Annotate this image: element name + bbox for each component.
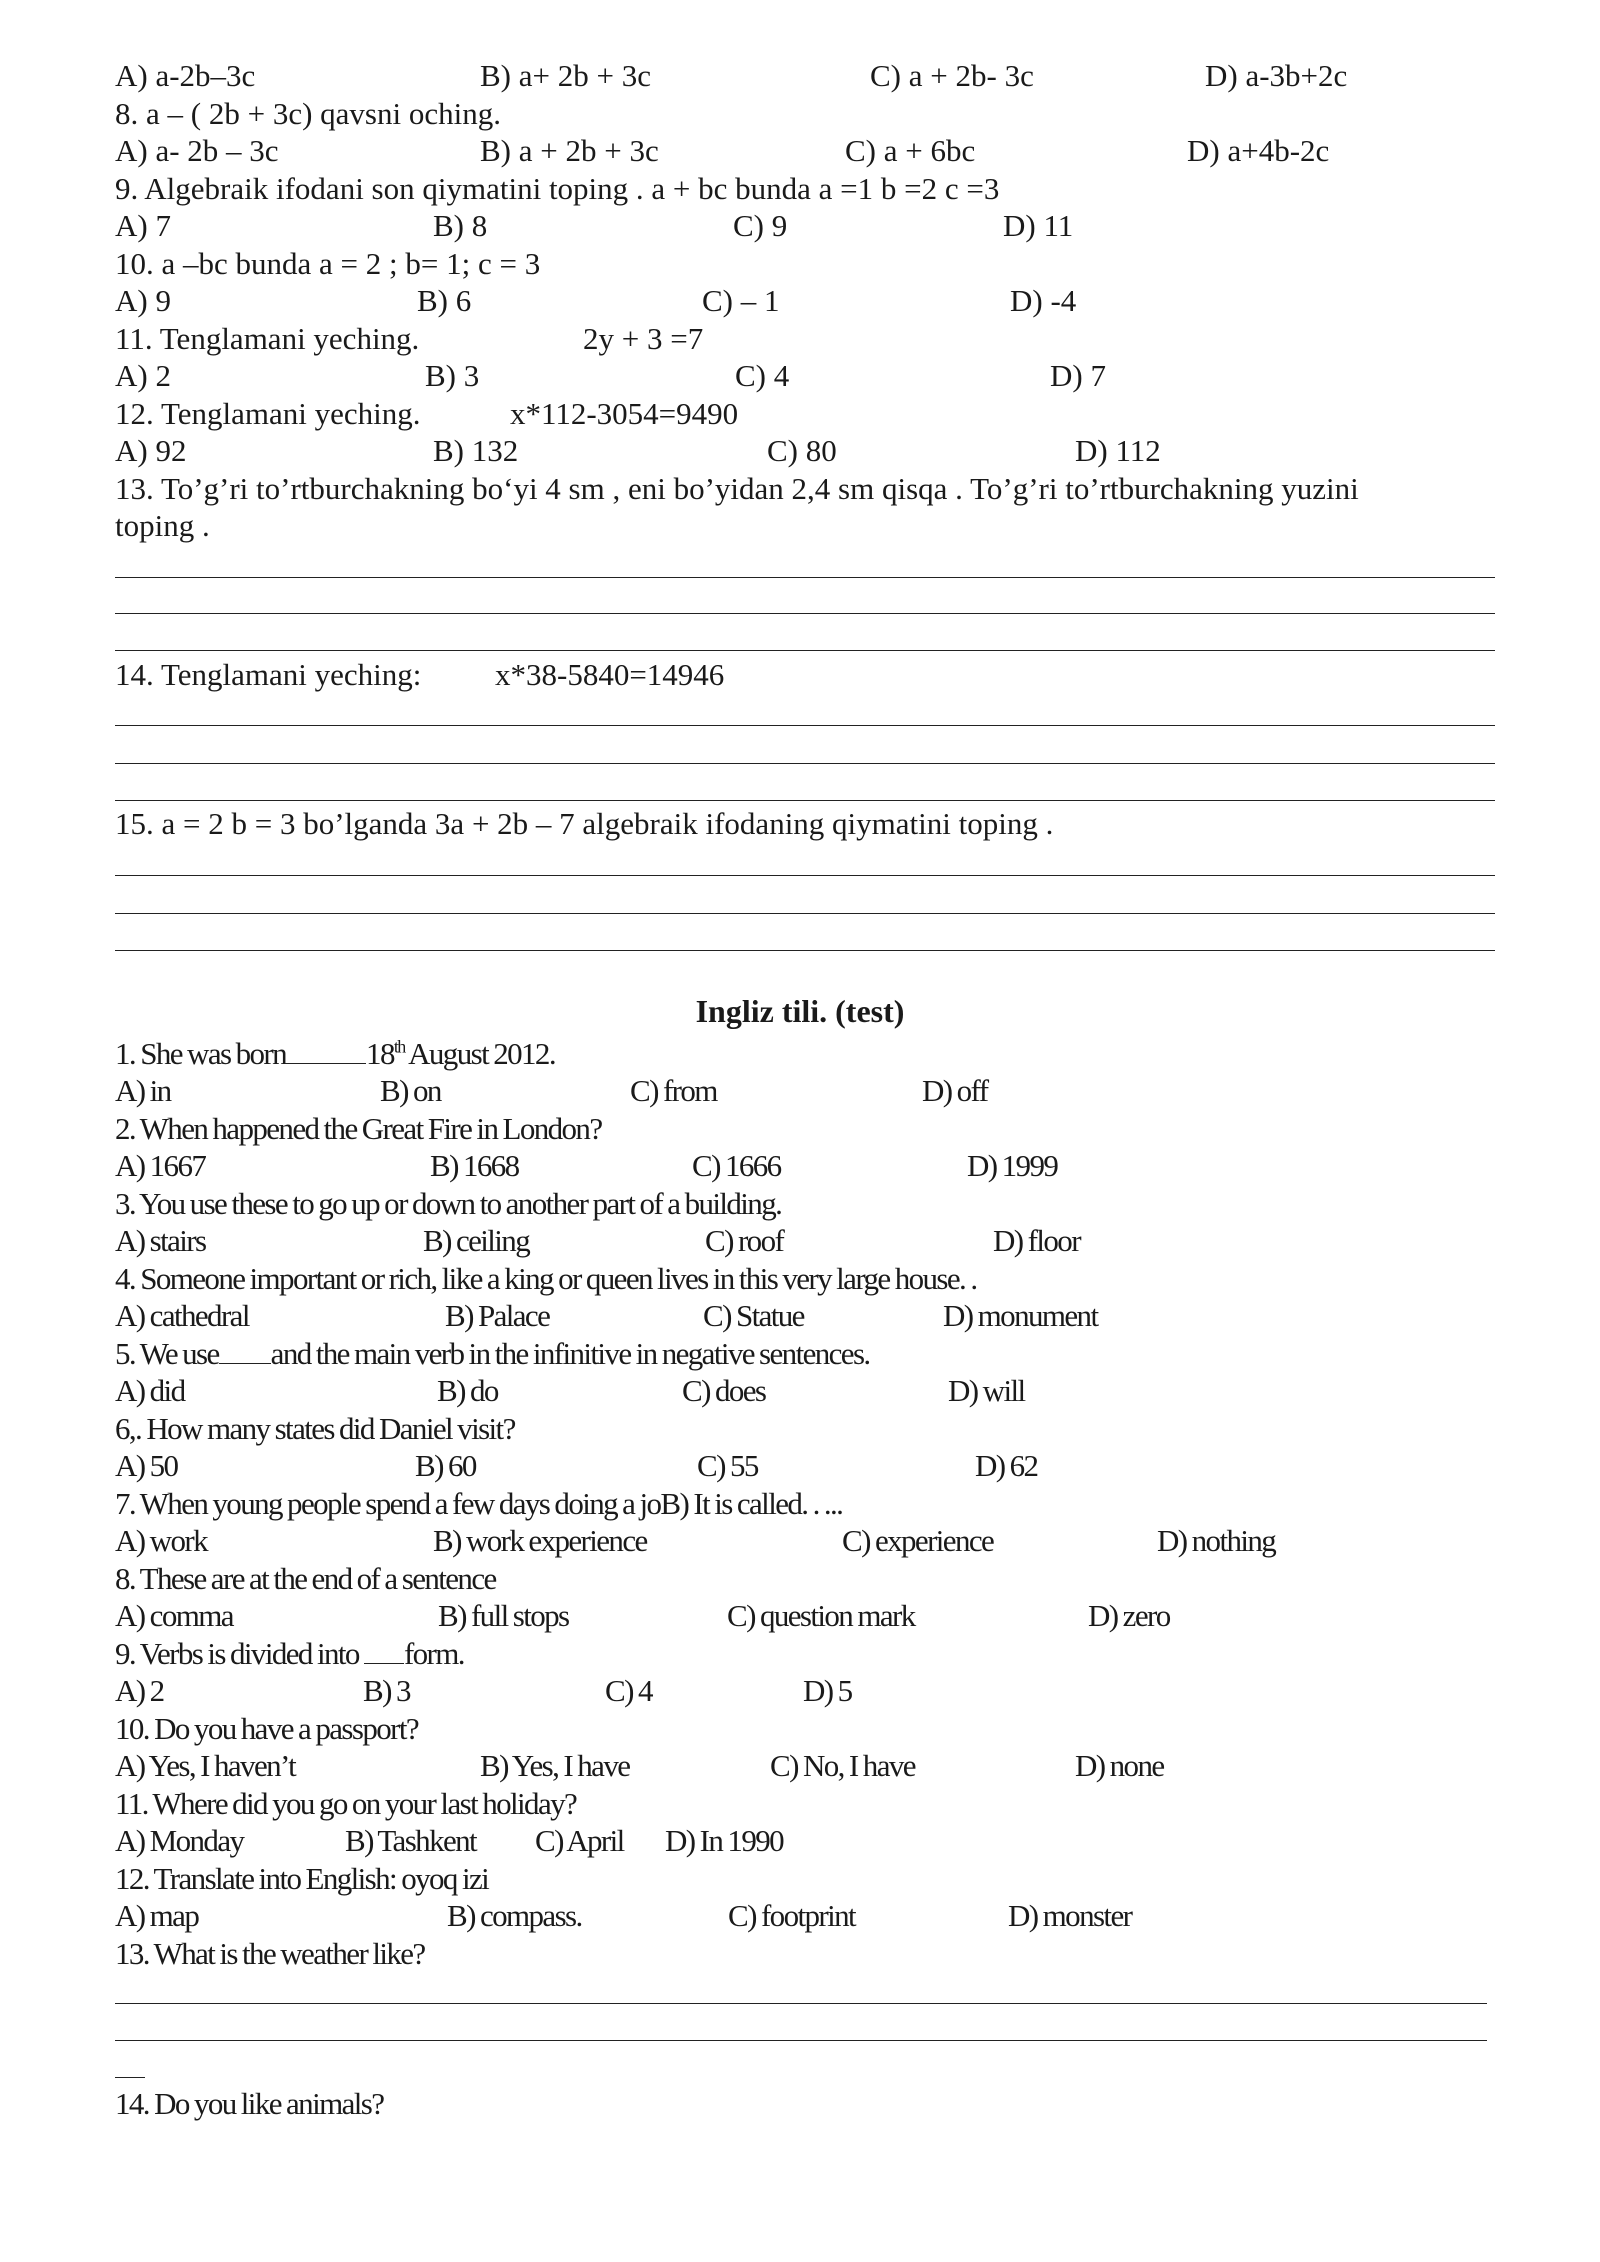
english-q6-option-a: A) 50	[115, 1448, 178, 1483]
english-q11-option-c: C) April	[535, 1823, 624, 1858]
english-q9-option-a: A) 2	[115, 1673, 164, 1708]
english-q6-option-b: B) 60	[415, 1448, 476, 1483]
answer-blank	[286, 1037, 366, 1064]
english-q12-option-b: B) compass.	[447, 1898, 582, 1933]
english-q3-question: 3. You use these to go up or down to another part of a building.	[115, 1186, 782, 1221]
math-q12-option-a: A) 92	[115, 433, 187, 468]
english-q6-option-d: D) 62	[975, 1448, 1038, 1483]
english-q3-option-b: B) ceiling	[423, 1223, 530, 1258]
math-q10-option-a: A) 9	[115, 283, 171, 318]
math-q8-option-c: C) a + 6bc	[845, 133, 976, 168]
english-q5-text-start: 5. We use	[115, 1336, 219, 1371]
answer-line	[115, 875, 1495, 876]
math-q8-question: 8. a – ( 2b + 3c) qavsni oching.	[115, 96, 501, 131]
english-q2-option-c: C) 1666	[692, 1148, 781, 1183]
math-q8-option-b: B) a + 2b + 3c	[480, 133, 659, 168]
math-q12-option-d: D) 112	[1075, 433, 1161, 468]
english-q11-option-a: A) Monday	[115, 1823, 244, 1858]
english-q10-option-b: B) Yes, I have	[480, 1748, 630, 1783]
math-q10-option-b: B) 6	[417, 283, 472, 318]
math-q11-option-a: A) 2	[115, 358, 171, 393]
math-q12-option-b: B) 132	[433, 433, 519, 468]
english-q14-question: 14. Do you like animals?	[115, 2086, 384, 2121]
math-q7-option-c: C) a + 2b- 3c	[870, 58, 1034, 93]
english-q5-option-a: A) did	[115, 1373, 185, 1408]
math-q14-equation: x*38-5840=14946	[495, 657, 725, 692]
english-q9-option-b: B) 3	[363, 1673, 410, 1708]
answer-line-stub	[115, 2077, 145, 2078]
math-q15-question: 15. a = 2 b = 3 bo’lganda 3a + 2b – 7 algebraik ifodaning qiymatini toping .	[115, 806, 1054, 841]
english-q9-question	[115, 1636, 464, 1672]
english-q1-ordinal-suffix: th	[393, 1036, 405, 1057]
english-q3-option-a: A) stairs	[115, 1223, 206, 1258]
math-q8-option-d: D) a+4b-2c	[1187, 133, 1330, 168]
english-q6-question: 6,. How many states did Daniel visit?	[115, 1411, 515, 1446]
answer-line	[115, 577, 1495, 578]
english-q9-option-c: C) 4	[605, 1673, 652, 1708]
english-q5-option-b: B) do	[437, 1373, 498, 1408]
english-q2-question: 2. When happened the Great Fire in London?	[115, 1111, 602, 1146]
english-q1-option-d: D) off	[922, 1073, 988, 1108]
english-q5-question	[115, 1336, 870, 1372]
answer-line	[115, 725, 1495, 726]
english-q8-option-a: A) comma	[115, 1598, 233, 1633]
math-q11-option-d: D) 7	[1050, 358, 1106, 393]
math-q12-question: 12. Tenglamani yeching.	[115, 396, 421, 431]
math-q7-option-a: A) a-2b–3c	[115, 58, 256, 93]
english-q1-text-start: 1. She was born	[115, 1036, 287, 1071]
english-q9-option-d: D) 5	[803, 1673, 852, 1708]
english-q5-text-end: and the main verb in the infinitive in negative sentences.	[270, 1336, 870, 1371]
math-q9-option-b: B) 8	[433, 208, 488, 243]
english-q8-option-c: C) question mark	[727, 1598, 915, 1633]
math-q12-option-c: C) 80	[767, 433, 837, 468]
answer-blank	[364, 1637, 404, 1664]
english-q12-question: 12. Translate into English: oyoq izi	[115, 1861, 489, 1896]
english-q12-option-c: C) footprint	[728, 1898, 856, 1933]
english-q11-option-d: D) In 1990	[665, 1823, 784, 1858]
english-q9-text-start: 9. Verbs is divided into	[115, 1636, 359, 1671]
english-q4-option-d: D) monument	[943, 1298, 1098, 1333]
english-q11-option-b: B) Tashkent	[345, 1823, 477, 1858]
math-q9-option-a: A) 7	[115, 208, 171, 243]
answer-line	[115, 913, 1495, 914]
math-q11-question: 11. Tenglamani yeching.	[115, 321, 420, 356]
english-q12-option-a: A) map	[115, 1898, 199, 1933]
english-q1-option-b: B) on	[380, 1073, 441, 1108]
english-q2-option-a: A) 1667	[115, 1148, 206, 1183]
english-q4-question: 4. Someone important or rich, like a king or queen lives in this very large house. .	[115, 1261, 977, 1296]
math-q7-option-d: D) a-3b+2c	[1205, 58, 1348, 93]
english-section-title: Ingliz tili. (test)	[695, 993, 905, 1029]
math-q11-option-c: C) 4	[735, 358, 790, 393]
math-q11-equation: 2y + 3 =7	[583, 321, 704, 356]
english-q5-option-c: C) does	[682, 1373, 766, 1408]
math-q12-equation: x*112-3054=9490	[510, 396, 739, 431]
answer-line	[115, 650, 1495, 651]
math-q8-option-a: A) a- 2b – 3c	[115, 133, 279, 168]
math-q10-option-c: C) – 1	[702, 283, 780, 318]
english-q9-text-end: form.	[403, 1636, 464, 1671]
english-q4-option-b: B) Palace	[445, 1298, 550, 1333]
english-q8-question: 8. These are at the end of a sentence	[115, 1561, 496, 1596]
english-q6-option-c: C) 55	[697, 1448, 758, 1483]
english-q10-option-a: A) Yes, I haven’t	[115, 1748, 296, 1783]
english-q5-option-d: D) will	[948, 1373, 1025, 1408]
english-q7-option-c: C) experience	[842, 1523, 994, 1558]
answer-line	[115, 763, 1495, 764]
english-q7-option-d: D) nothing	[1157, 1523, 1276, 1558]
english-q4-option-c: C) Statue	[703, 1298, 804, 1333]
math-q7-option-b: B) a+ 2b + 3c	[480, 58, 651, 93]
english-q10-option-d: D) none	[1075, 1748, 1164, 1783]
english-q11-question: 11. Where did you go on your last holiday?	[115, 1786, 577, 1821]
english-q10-option-c: C) No, I have	[770, 1748, 915, 1783]
english-q3-option-d: D) floor	[993, 1223, 1080, 1258]
english-q7-option-a: A) work	[115, 1523, 207, 1558]
answer-line	[115, 800, 1495, 801]
english-q7-question: 7. When young people spend a few days doing a joB) It is called. . ...	[115, 1486, 843, 1521]
math-q10-option-d: D) -4	[1010, 283, 1077, 318]
math-q9-option-d: D) 11	[1003, 208, 1074, 243]
english-q12-option-d: D) monster	[1008, 1898, 1132, 1933]
english-q8-option-d: D) zero	[1088, 1598, 1170, 1633]
english-q1-text-end: August 2012.	[404, 1036, 555, 1071]
english-q2-option-d: D) 1999	[967, 1148, 1058, 1183]
english-q3-option-c: C) roof	[705, 1223, 784, 1258]
english-q2-option-b: B) 1668	[430, 1148, 519, 1183]
answer-line	[115, 950, 1495, 951]
math-q14-question: 14. Tenglamani yeching:	[115, 657, 422, 692]
english-q7-option-b: B) work experience	[433, 1523, 647, 1558]
english-q8-option-b: B) full stops	[438, 1598, 569, 1633]
answer-line	[115, 2040, 1487, 2041]
english-q1-option-c: C) from	[630, 1073, 717, 1108]
math-q9-question: 9. Algebraik ifodani son qiymatini toping . a + bc bunda a =1 b =2 c =3	[115, 171, 1000, 206]
math-q10-question: 10. a –bc bunda a = 2 ; b= 1; c = 3	[115, 246, 541, 281]
english-q1-day: 18	[366, 1036, 394, 1071]
english-q10-question: 10. Do you have a passport?	[115, 1711, 419, 1746]
math-q13-question-line1: 13. To’g’ri to’rtburchakning bo‘yi 4 sm , eni bo’yidan 2,4 sm qisqa . To’g’ri to’rtburchakning yuzini	[115, 471, 1359, 506]
answer-line	[115, 613, 1495, 614]
answer-line	[115, 2003, 1487, 2004]
math-q11-option-b: B) 3	[425, 358, 480, 393]
english-q13-question: 13. What is the weather like?	[115, 1936, 425, 1971]
english-q1-option-a: A) in	[115, 1073, 171, 1108]
math-q13-question-line2: toping .	[115, 508, 210, 543]
english-q1-question	[115, 1036, 555, 1072]
math-q9-option-c: C) 9	[733, 208, 788, 243]
answer-blank	[219, 1337, 271, 1364]
english-q4-option-a: A) cathedral	[115, 1298, 249, 1333]
